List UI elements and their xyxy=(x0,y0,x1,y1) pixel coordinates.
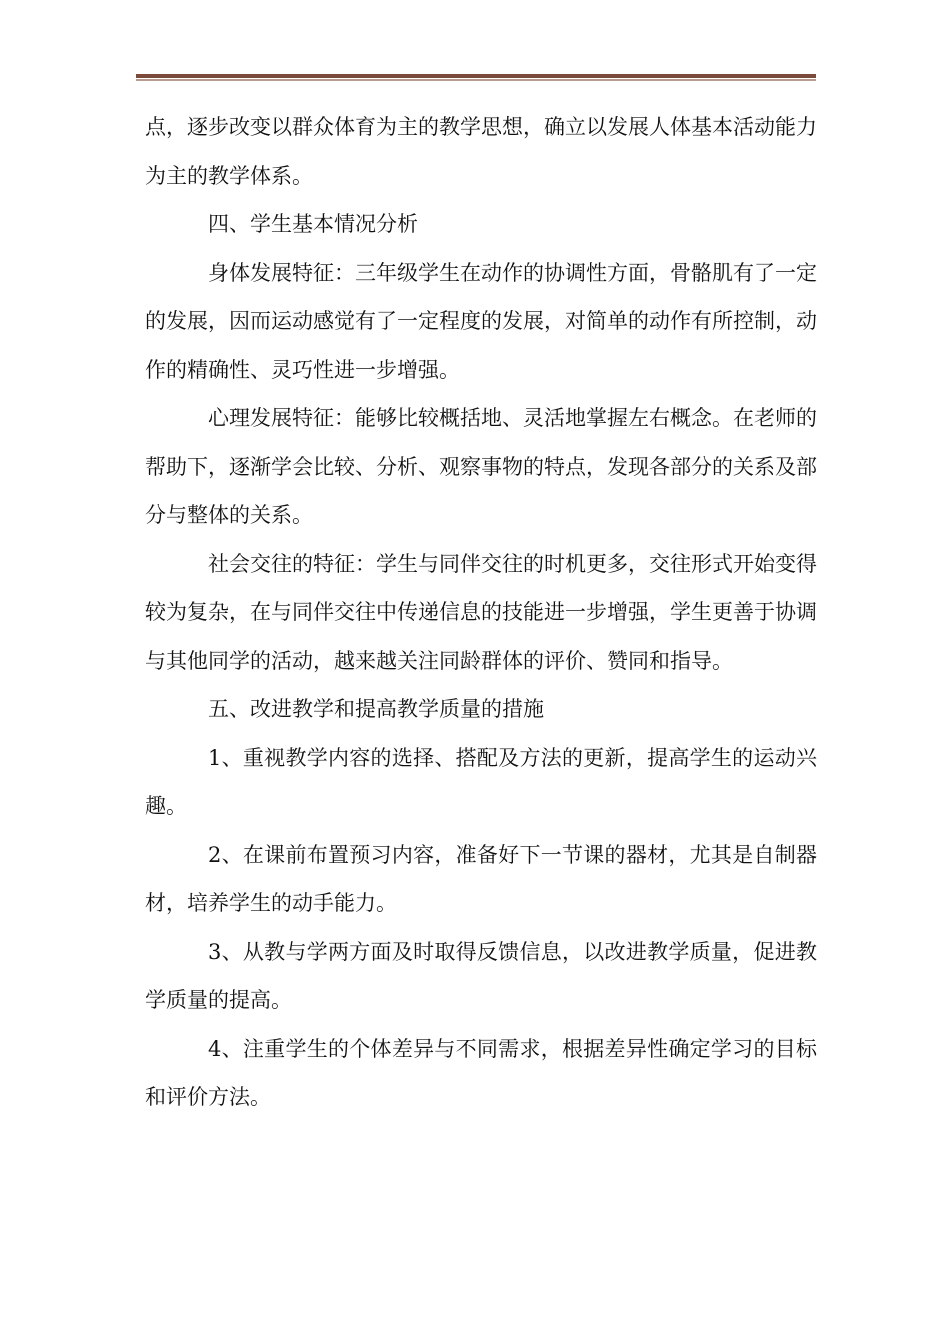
paragraph-continuation: 点，逐步改变以群众体育为主的教学思想，确立以发展人体基本活动能力为主的教学体系。 xyxy=(145,115,817,188)
list-item-measure-2: 2、在课前布置预习内容，准备好下一节课的器材，尤其是自制器材，培养学生的动手能力。 xyxy=(145,842,817,915)
paragraph-psychological-development: 心理发展特征：能够比较概括地、灵活地掌握左右概念。在老师的帮助下，逐渐学会比较、分析、观察事物的特点，发现各部分的关系及部分与整体的关系。 xyxy=(145,406,817,527)
header-rule xyxy=(136,74,816,78)
header-rule-thin xyxy=(136,79,816,81)
section-heading-student-analysis: 四、学生基本情况分析 xyxy=(208,212,418,236)
list-item-measure-1: 1、重视教学内容的选择、搭配及方法的更新，提高学生的运动兴趣。 xyxy=(145,745,817,818)
paragraph-physical-development: 身体发展特征：三年级学生在动作的协调性方面，骨骼肌有了一定的发展，因而运动感觉有了一定程度的发展，对简单的动作有所控制，动作的精确性、灵巧性进一步增强。 xyxy=(145,260,817,382)
document-body xyxy=(145,103,817,1122)
section-heading-improvement-measures: 五、改进教学和提高教学质量的措施 xyxy=(208,697,544,721)
paragraph-social-interaction: 社会交往的特征：学生与同伴交往的时机更多，交往形式开始变得较为复杂，在与同伴交往中传递信息的技能进一步增强，学生更善于协调与其他同学的活动，越来越关注同龄群体的评价、赞同和指导。 xyxy=(145,551,817,673)
list-item-measure-4: 4、注重学生的个体差异与不同需求，根据差异性确定学习的目标和评价方法。 xyxy=(145,1036,817,1109)
list-item-measure-3: 3、从教与学两方面及时取得反馈信息，以改进教学质量，促进教学质量的提高。 xyxy=(145,939,817,1012)
